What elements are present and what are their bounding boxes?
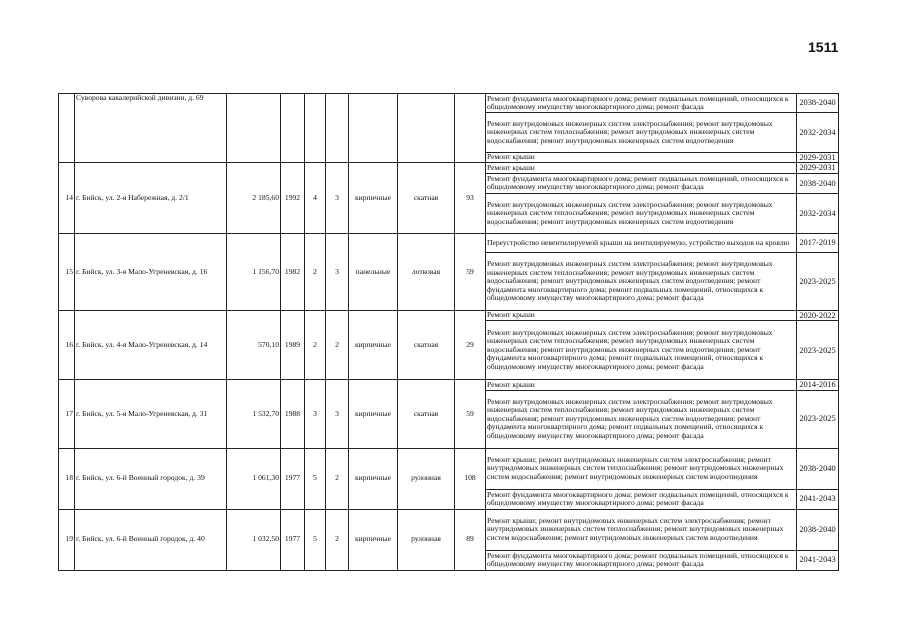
work-period-cell: 2020-2022 — [797, 310, 839, 320]
walls-cell: кирпичные — [349, 163, 398, 233]
work-description-cell: Переустройство невентилируемой крыши на вентилируемую, устройство выходов на кровлю — [486, 233, 797, 252]
year-cell: 1977 — [281, 509, 305, 570]
page-number: 1511 — [808, 39, 839, 55]
work-description-cell: Ремонт крыши — [486, 153, 797, 163]
roof-cell: скатная — [398, 163, 455, 233]
entrances-cell — [326, 94, 349, 163]
work-description-cell: Ремонт внутридомовых инженерных систем электроснабжения; ремонт внутридомовых инженерных систем теплоснабжения; ремонт внутридомовых инженерных систем водоснабжения; ремонт внутридомовых инженерных систем водоотведения — [486, 193, 797, 233]
table-row — [59, 163, 839, 173]
table-row — [59, 448, 839, 489]
walls-cell: кирпичные — [349, 509, 398, 570]
work-period-cell: 2038-2040 — [797, 94, 839, 113]
address-cell: г. Бийск, ул. 2-я Набережная, д. 2/1 — [75, 163, 227, 233]
walls-cell — [349, 94, 398, 163]
roof-cell: скатная — [398, 380, 455, 448]
work-description-cell: Ремонт внутридомовых инженерных систем электроснабжения; ремонт внутридомовых инженерных систем теплоснабжения; ремонт внутридомовых инженерных систем водоснабжения; ремонт внутридомовых инженерных систем водоотведения; ремонт фундамента многоквартирного дома; ремонт подвальных помещений, относящихся к общедомовому имуществу многоквартирного дома; ремонт фасада — [486, 390, 797, 448]
row-number — [59, 94, 75, 163]
entrances-cell: 3 — [326, 233, 349, 310]
walls-cell: кирпичные — [349, 380, 398, 448]
floors-cell: 3 — [305, 380, 326, 448]
work-description-cell: Ремонт крыши; ремонт внутридомовых инженерных систем электроснабжения; ремонт внутридомовых инженерных систем теплоснабжения; ремонт внутридомовых инженерных систем водоснабжения; ремонт внутридомовых инженерных систем водоотведения — [486, 448, 797, 489]
work-period-cell: 2032-2034 — [797, 113, 839, 153]
work-period-cell: 2017-2019 — [797, 233, 839, 252]
apartments-cell: 93 — [455, 163, 486, 233]
work-description-cell: Ремонт крыши — [486, 163, 797, 173]
work-description-cell: Ремонт фундамента многоквартирного дома; ремонт подвальных помещений, относящихся к общедомовому имуществу многоквартирного дома; ремонт фасада — [486, 173, 797, 193]
address-cell: г. Бийск, ул. 6-й Военный городок, д. 39 — [75, 448, 227, 509]
work-description-cell: Ремонт внутридомовых инженерных систем электроснабжения; ремонт внутридомовых инженерных систем теплоснабжения; ремонт внутридомовых инженерных систем водоснабжения; ремонт внутридомовых инженерных систем водоотведения; ремонт фундамента многоквартирного дома; ремонт подвальных помещений, относящихся к общедомовому имуществу многоквартирного дома; ремонт фасада — [486, 321, 797, 380]
table-row — [59, 310, 839, 320]
area-cell: 1 532,70 — [227, 380, 281, 448]
work-period-cell: 2014-2016 — [797, 380, 839, 390]
work-period-cell: 2029-2031 — [797, 153, 839, 163]
work-description-cell: Ремонт внутридомовых инженерных систем электроснабжения; ремонт внутридомовых инженерных систем теплоснабжения; ремонт внутридомовых инженерных систем водоснабжения; ремонт внутридомовых инженерных систем водоотведения — [486, 113, 797, 153]
area-cell: 1 156,70 — [227, 233, 281, 310]
year-cell: 1992 — [281, 163, 305, 233]
year-cell — [281, 94, 305, 163]
work-period-cell: 2038-2040 — [797, 173, 839, 193]
work-period-cell: 2038-2040 — [797, 509, 839, 550]
address-cell: Суворова кавалерийской дивизии, д. 69 — [75, 94, 227, 163]
roof-cell: лотковая — [398, 233, 455, 310]
row-number: 14 — [59, 163, 75, 233]
walls-cell: панельные — [349, 233, 398, 310]
floors-cell: 5 — [305, 448, 326, 509]
apartments-cell: 29 — [455, 310, 486, 379]
work-period-cell: 2023-2025 — [797, 252, 839, 310]
walls-cell: кирпичные — [349, 448, 398, 509]
floors-cell: 2 — [305, 310, 326, 379]
year-cell: 1989 — [281, 310, 305, 379]
address-cell: г. Бийск, ул. 6-й Военный городок, д. 40 — [75, 509, 227, 570]
table-row — [59, 380, 839, 390]
apartments-cell: 89 — [455, 509, 486, 570]
row-number: 18 — [59, 448, 75, 509]
work-period-cell: 2041-2043 — [797, 550, 839, 570]
year-cell: 1982 — [281, 233, 305, 310]
row-number: 17 — [59, 380, 75, 448]
address-cell: г. Бийск, ул. 5-я Мало-Угреневская, д. 31 — [75, 380, 227, 448]
area-cell: 1 032,50 — [227, 509, 281, 570]
area-cell: 2 185,60 — [227, 163, 281, 233]
work-description-cell: Ремонт крыши — [486, 380, 797, 390]
entrances-cell: 3 — [326, 163, 349, 233]
work-period-cell: 2023-2025 — [797, 390, 839, 448]
work-period-cell: 2038-2040 — [797, 448, 839, 489]
work-description-cell: Ремонт крыши; ремонт внутридомовых инженерных систем электроснабжения; ремонт внутридомовых инженерных систем теплоснабжения; ремонт внутридомовых инженерных систем водоснабжения; ремонт внутридомовых инженерных систем водоотведения — [486, 509, 797, 550]
apartments-cell: 59 — [455, 380, 486, 448]
row-number: 19 — [59, 509, 75, 570]
area-cell — [227, 94, 281, 163]
work-description-cell: Ремонт фундамента многоквартирного дома; ремонт подвальных помещений, относящихся к общедомовому имуществу многоквартирного дома; ремонт фасада — [486, 94, 797, 113]
year-cell: 1988 — [281, 380, 305, 448]
entrances-cell: 2 — [326, 448, 349, 509]
apartments-cell — [455, 94, 486, 163]
row-number: 15 — [59, 233, 75, 310]
table-body — [59, 94, 839, 571]
table-row — [59, 233, 839, 252]
work-description-cell: Ремонт фундамента многоквартирного дома; ремонт подвальных помещений, относящихся к общедомовому имуществу многоквартирного дома; ремонт фасада — [486, 550, 797, 570]
floors-cell: 2 — [305, 233, 326, 310]
work-period-cell: 2032-2034 — [797, 193, 839, 233]
apartments-cell: 108 — [455, 448, 486, 509]
work-description-cell: Ремонт фундамента многоквартирного дома; ремонт подвальных помещений, относящихся к общедомовому имуществу многоквартирного дома; ремонт фасада — [486, 489, 797, 509]
entrances-cell: 3 — [326, 380, 349, 448]
floors-cell — [305, 94, 326, 163]
table-row — [59, 94, 839, 113]
work-description-cell: Ремонт крыши — [486, 310, 797, 320]
floors-cell: 4 — [305, 163, 326, 233]
roof-cell: скатная — [398, 310, 455, 379]
work-period-cell: 2041-2043 — [797, 489, 839, 509]
work-period-cell: 2023-2025 — [797, 321, 839, 380]
roof-cell: рулонная — [398, 448, 455, 509]
apartments-cell: 59 — [455, 233, 486, 310]
table-row — [59, 509, 839, 550]
work-description-cell: Ремонт внутридомовых инженерных систем электроснабжения; ремонт внутридомовых инженерных систем теплоснабжения; ремонт внутридомовых инженерных систем водоснабжения; ремонт внутридомовых инженерных систем водоотведения; ремонт фундамента многоквартирного дома; ремонт подвальных помещений, относящихся к общедомовому имуществу многоквартирного дома; ремонт фасада — [486, 252, 797, 310]
roof-cell: рулонная — [398, 509, 455, 570]
roof-cell — [398, 94, 455, 163]
walls-cell: кирпичные — [349, 310, 398, 379]
address-cell: г. Бийск, ул. 3-я Мало-Угреневская, д. 16 — [75, 233, 227, 310]
area-cell: 1 061,30 — [227, 448, 281, 509]
year-cell: 1977 — [281, 448, 305, 509]
area-cell: 570,10 — [227, 310, 281, 379]
address-cell: г. Бийск, ул. 4-я Мало-Угреневская, д. 14 — [75, 310, 227, 379]
entrances-cell: 2 — [326, 509, 349, 570]
work-period-cell: 2029-2031 — [797, 163, 839, 173]
row-number: 16 — [59, 310, 75, 379]
floors-cell: 5 — [305, 509, 326, 570]
housing-repair-table — [58, 93, 839, 571]
entrances-cell: 2 — [326, 310, 349, 379]
